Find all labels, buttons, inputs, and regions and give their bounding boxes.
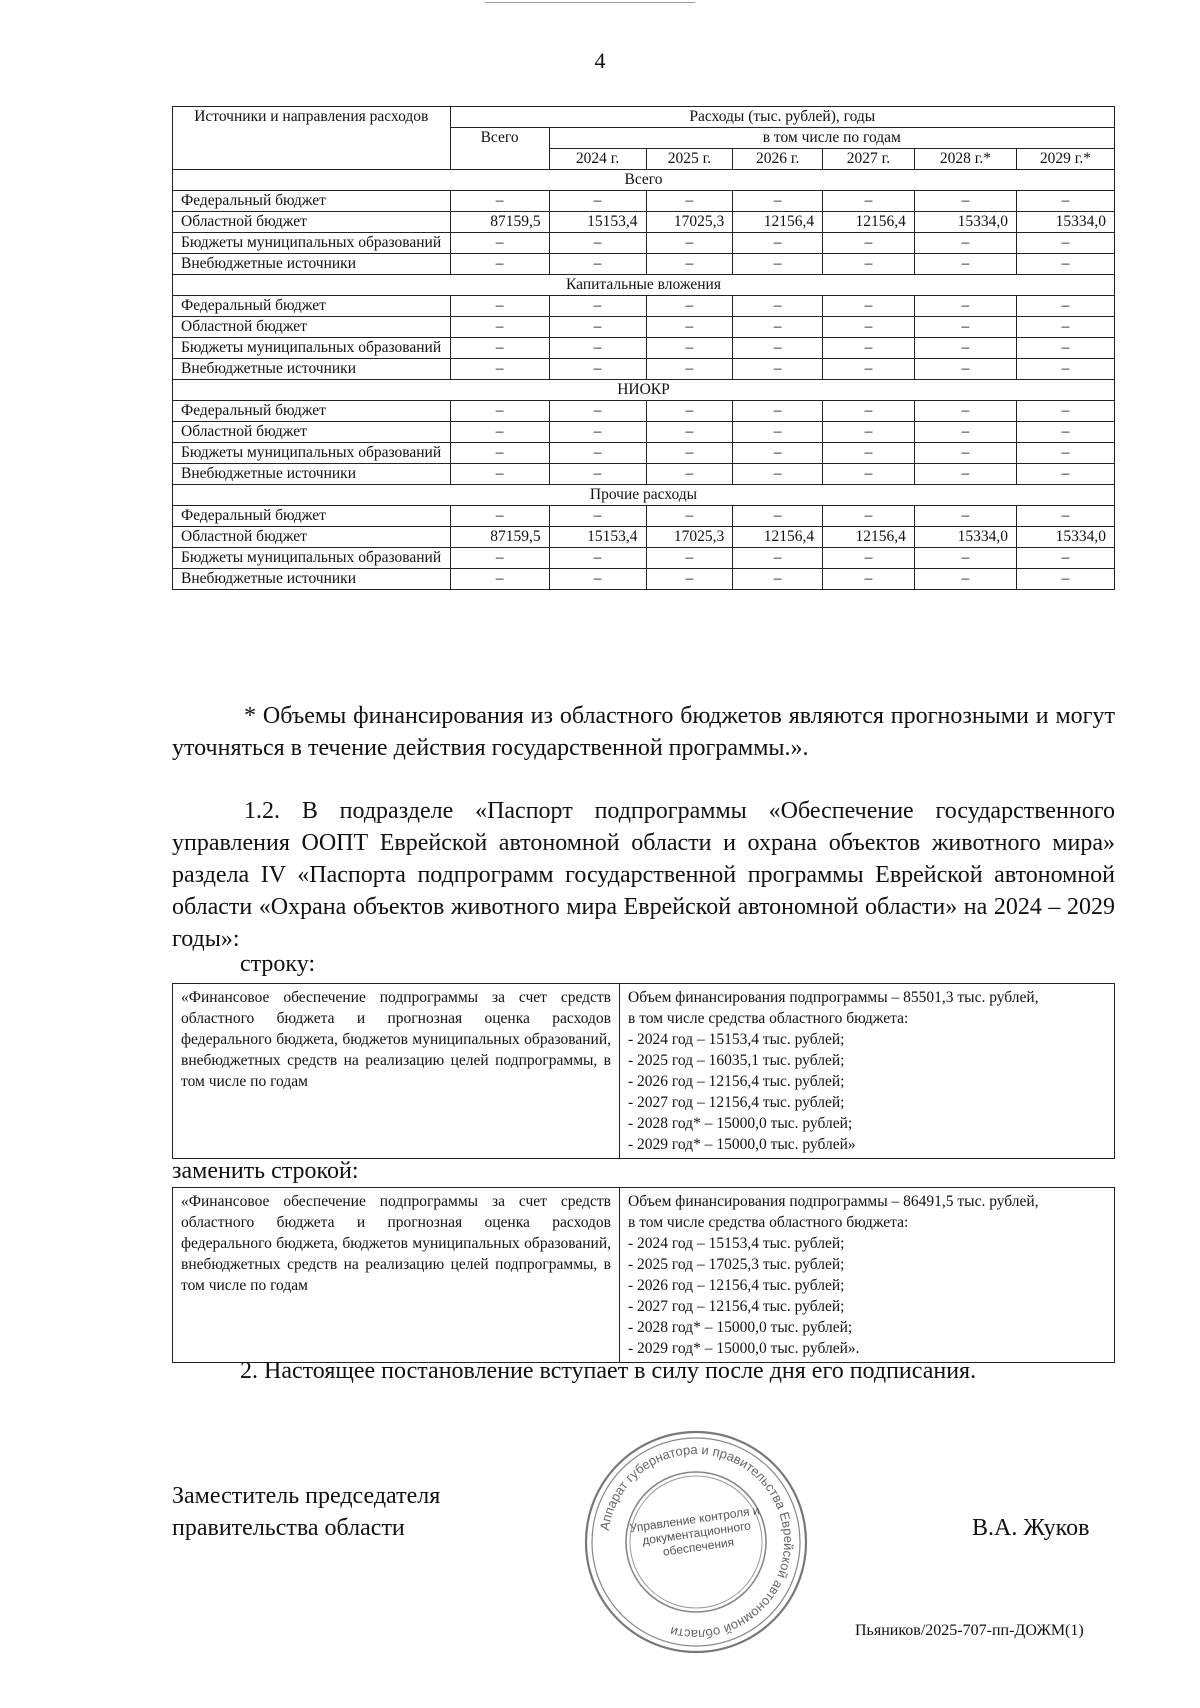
row-value: – [646, 296, 733, 317]
row-label: Внебюджетные источники [173, 254, 451, 275]
row-value: – [733, 464, 823, 485]
row-value: – [646, 401, 733, 422]
row-value: – [823, 443, 915, 464]
row-label: Внебюджетные источники [173, 359, 451, 380]
table-row [173, 317, 1115, 338]
old-line: - 2024 год – 15153,4 тыс. рублей; [628, 1031, 845, 1048]
row-value: 15334,0 [1016, 527, 1114, 548]
row-value: – [914, 548, 1016, 569]
row-value: – [646, 506, 733, 527]
section-title: НИОКР [173, 380, 1115, 401]
row-value: 12156,4 [823, 527, 915, 548]
row-label: Бюджеты муниципальных образований [173, 548, 451, 569]
table-row [173, 233, 1115, 254]
row-value: 15153,4 [549, 527, 646, 548]
header-source: Источники и направления расходов [173, 107, 451, 170]
row-value: – [549, 464, 646, 485]
row-value: – [450, 443, 549, 464]
row-value: – [823, 464, 915, 485]
table-row [173, 296, 1115, 317]
row-value: – [733, 191, 823, 212]
row-value: – [646, 233, 733, 254]
section-row [173, 380, 1115, 401]
row-value: 12156,4 [733, 212, 823, 233]
row-value: – [823, 317, 915, 338]
new-row-right [620, 1188, 1115, 1363]
header-year: 2025 г. [646, 149, 733, 170]
table-row [173, 401, 1115, 422]
table-row [173, 422, 1115, 443]
row-value: – [823, 422, 915, 443]
row-value: – [914, 317, 1016, 338]
row-label: Областной бюджет [173, 422, 451, 443]
row-value: – [914, 401, 1016, 422]
new-row-left: «Финансовое обеспечение подпрограммы за счет средств областного бюджета и прогнозная оценка расходов федерального бюджета, бюджетов муниципальных образований, внебюджетных средств на реализацию целей подпрограммы, в том числе по годам [173, 1188, 620, 1363]
table-row [173, 569, 1115, 590]
header-year: 2028 г.* [914, 149, 1016, 170]
row-value: – [733, 359, 823, 380]
row-value: – [549, 569, 646, 590]
stamp-outer-text: Аппарат губернатора и правительства Еврейской автономной области [596, 1441, 797, 1643]
table-row [173, 443, 1115, 464]
row-value: – [646, 317, 733, 338]
row-value: – [450, 548, 549, 569]
row-value: – [450, 254, 549, 275]
section-row [173, 170, 1115, 191]
row-value: – [914, 254, 1016, 275]
row-value: 15153,4 [549, 212, 646, 233]
footer-code: Пьяников/2025-707-пп-ДОЖМ(1) [855, 1622, 1084, 1639]
row-value: 12156,4 [733, 527, 823, 548]
row-label: Бюджеты муниципальных образований [173, 443, 451, 464]
row-value: – [1016, 401, 1114, 422]
row-value: – [1016, 464, 1114, 485]
row-value: – [1016, 317, 1114, 338]
row-value: – [914, 422, 1016, 443]
row-value: – [733, 422, 823, 443]
row-value: – [914, 296, 1016, 317]
row-value: – [450, 401, 549, 422]
old-row-left: «Финансовое обеспечение подпрограммы за счет средств областного бюджета и прогнозная оценка расходов федерального бюджета, бюджетов муниципальных образований, внебюджетных средств на реализацию целей подпрограммы, в том числе по годам [173, 984, 620, 1159]
paragraph-2: 2. Настоящее постановление вступает в силу после дня его подписания. [240, 1358, 977, 1384]
row-value: – [450, 422, 549, 443]
row-value: – [450, 233, 549, 254]
row-value: – [823, 254, 915, 275]
row-value: – [549, 548, 646, 569]
table-row [173, 548, 1115, 569]
row-value: – [646, 359, 733, 380]
new-line: в том числе средства областного бюджета: [628, 1214, 909, 1231]
row-value: – [549, 317, 646, 338]
old-row-right [620, 984, 1115, 1159]
row-value: – [733, 296, 823, 317]
row-value: – [914, 443, 1016, 464]
table-row [173, 254, 1115, 275]
section-row [173, 275, 1115, 296]
header-year: 2027 г. [823, 149, 915, 170]
row-value: – [914, 464, 1016, 485]
row-value: – [1016, 338, 1114, 359]
row-value: – [1016, 443, 1114, 464]
row-value: – [823, 569, 915, 590]
row-value: – [450, 317, 549, 338]
row-value: – [450, 506, 549, 527]
new-line: - 2027 год – 12156,4 тыс. рублей; [628, 1298, 845, 1315]
old-line: Объем финансирования подпрограммы – 85501,3 тыс. рублей, [628, 989, 1039, 1006]
signature-title-line: правительства области [172, 1515, 405, 1541]
row-value: – [549, 254, 646, 275]
signature-name: В.А. Жуков [972, 1515, 1090, 1541]
page-number: 4 [594, 48, 606, 73]
table-row [173, 212, 1115, 233]
row-value: – [1016, 548, 1114, 569]
row-label: Областной бюджет [173, 317, 451, 338]
old-line: - 2028 год* – 15000,0 тыс. рублей; [628, 1115, 853, 1132]
row-value: – [450, 191, 549, 212]
row-value: – [549, 443, 646, 464]
row-value: – [914, 233, 1016, 254]
old-line: - 2026 год – 12156,4 тыс. рублей; [628, 1073, 845, 1090]
header-year: 2029 г.* [1016, 149, 1114, 170]
row-value: – [549, 338, 646, 359]
row-value: – [450, 338, 549, 359]
row-value: 17025,3 [646, 527, 733, 548]
top-rule [485, 2, 695, 3]
row-value: 15334,0 [914, 527, 1016, 548]
row-value: – [646, 443, 733, 464]
budget-table [172, 106, 1115, 590]
row-value: – [1016, 359, 1114, 380]
table-row [173, 338, 1115, 359]
row-value: – [914, 359, 1016, 380]
row-value: – [646, 569, 733, 590]
signature-title-line: Заместитель председателя [172, 1483, 441, 1509]
new-line: - 2024 год – 15153,4 тыс. рублей; [628, 1235, 845, 1252]
row-label: Федеральный бюджет [173, 296, 451, 317]
row-value: 87159,5 [450, 212, 549, 233]
stamp-inner-text: Управление контроля и документационного обеспечения [628, 1503, 761, 1559]
row-value: – [823, 401, 915, 422]
row-value: – [450, 296, 549, 317]
row-value: – [733, 506, 823, 527]
new-line: - 2025 год – 17025,3 тыс. рублей; [628, 1256, 845, 1273]
row-value: – [823, 506, 915, 527]
row-value: – [549, 506, 646, 527]
row-value: – [1016, 422, 1114, 443]
row-value: – [450, 569, 549, 590]
row-value: – [549, 296, 646, 317]
row-label: Бюджеты муниципальных образований [173, 338, 451, 359]
row-value: 12156,4 [823, 212, 915, 233]
row-value: 87159,5 [450, 527, 549, 548]
row-value: – [914, 506, 1016, 527]
row-label: Внебюджетные источники [173, 464, 451, 485]
label-zamenit: заменить строкой: [172, 1158, 359, 1184]
old-line: в том числе средства областного бюджета: [628, 1010, 909, 1027]
row-value: 15334,0 [914, 212, 1016, 233]
row-label: Областной бюджет [173, 527, 451, 548]
row-value: – [823, 548, 915, 569]
row-value: – [733, 338, 823, 359]
row-value: – [646, 191, 733, 212]
paragraph-1-2: 1.2. В подразделе «Паспорт подпрограммы «Обеспечение государственного управления ООПТ Еврейской автономной области и охрана объектов животного мира» раздела IV «Паспорта подпрограмм государственной программы Еврейской автономной области «Охрана объектов животного мира Еврейской автономной области» на 2024 – 2029 годы»: [172, 798, 1115, 952]
header-total: Всего [450, 128, 549, 170]
row-value: – [823, 233, 915, 254]
footnote: * Объемы финансирования из областного бюджетов являются прогнозными и могут уточняться в течение действия государственной программы.». [172, 703, 1115, 761]
row-value: – [823, 296, 915, 317]
row-value: – [733, 443, 823, 464]
row-value: – [914, 338, 1016, 359]
row-value: – [914, 569, 1016, 590]
section-title: Капитальные вложения [173, 275, 1115, 296]
row-value: – [1016, 296, 1114, 317]
row-value: – [733, 254, 823, 275]
table-row [173, 506, 1115, 527]
row-value: – [646, 338, 733, 359]
row-value: – [1016, 254, 1114, 275]
header-by-years: в том числе по годам [549, 128, 1114, 149]
header-expenses: Расходы (тыс. рублей), годы [450, 107, 1114, 128]
row-value: – [549, 422, 646, 443]
new-line: - 2026 год – 12156,4 тыс. рублей; [628, 1277, 845, 1294]
old-row-table [172, 983, 1115, 1159]
row-value: – [450, 359, 549, 380]
row-value: – [450, 464, 549, 485]
row-value: – [1016, 191, 1114, 212]
row-value: – [646, 464, 733, 485]
row-value: – [733, 401, 823, 422]
row-label: Федеральный бюджет [173, 401, 451, 422]
row-value: – [733, 548, 823, 569]
row-value: – [549, 401, 646, 422]
new-row-table [172, 1187, 1115, 1363]
section-title: Прочие расходы [173, 485, 1115, 506]
row-value: – [549, 191, 646, 212]
row-value: – [823, 191, 915, 212]
row-value: – [646, 254, 733, 275]
row-value: – [646, 548, 733, 569]
row-value: 17025,3 [646, 212, 733, 233]
row-value: – [733, 569, 823, 590]
header-year: 2024 г. [549, 149, 646, 170]
table-row [173, 191, 1115, 212]
table-row [173, 359, 1115, 380]
old-line: - 2027 год – 12156,4 тыс. рублей; [628, 1094, 845, 1111]
old-line: - 2029 год* – 15000,0 тыс. рублей» [628, 1136, 856, 1153]
row-value: 15334,0 [1016, 212, 1114, 233]
section-title: Всего [173, 170, 1115, 191]
row-value: – [549, 359, 646, 380]
row-value: – [1016, 569, 1114, 590]
row-label: Бюджеты муниципальных образований [173, 233, 451, 254]
table-row [173, 464, 1115, 485]
row-value: – [914, 191, 1016, 212]
table-row [173, 527, 1115, 548]
header-year: 2026 г. [733, 149, 823, 170]
new-line: - 2029 год* – 15000,0 тыс. рублей». [628, 1340, 860, 1357]
row-label: Федеральный бюджет [173, 506, 451, 527]
row-value: – [733, 233, 823, 254]
row-value: – [549, 233, 646, 254]
section-row [173, 485, 1115, 506]
old-line: - 2025 год – 16035,1 тыс. рублей; [628, 1052, 845, 1069]
row-value: – [1016, 233, 1114, 254]
row-value: – [823, 359, 915, 380]
new-line: - 2028 год* – 15000,0 тыс. рублей; [628, 1319, 853, 1336]
row-value: – [646, 422, 733, 443]
label-stroku: строку: [240, 951, 316, 977]
row-value: – [1016, 506, 1114, 527]
row-label: Внебюджетные источники [173, 569, 451, 590]
row-label: Федеральный бюджет [173, 191, 451, 212]
row-label: Областной бюджет [173, 212, 451, 233]
new-line: Объем финансирования подпрограммы – 86491,5 тыс. рублей, [628, 1193, 1039, 1210]
row-value: – [823, 338, 915, 359]
row-value: – [733, 317, 823, 338]
signature-title [172, 1480, 440, 1544]
